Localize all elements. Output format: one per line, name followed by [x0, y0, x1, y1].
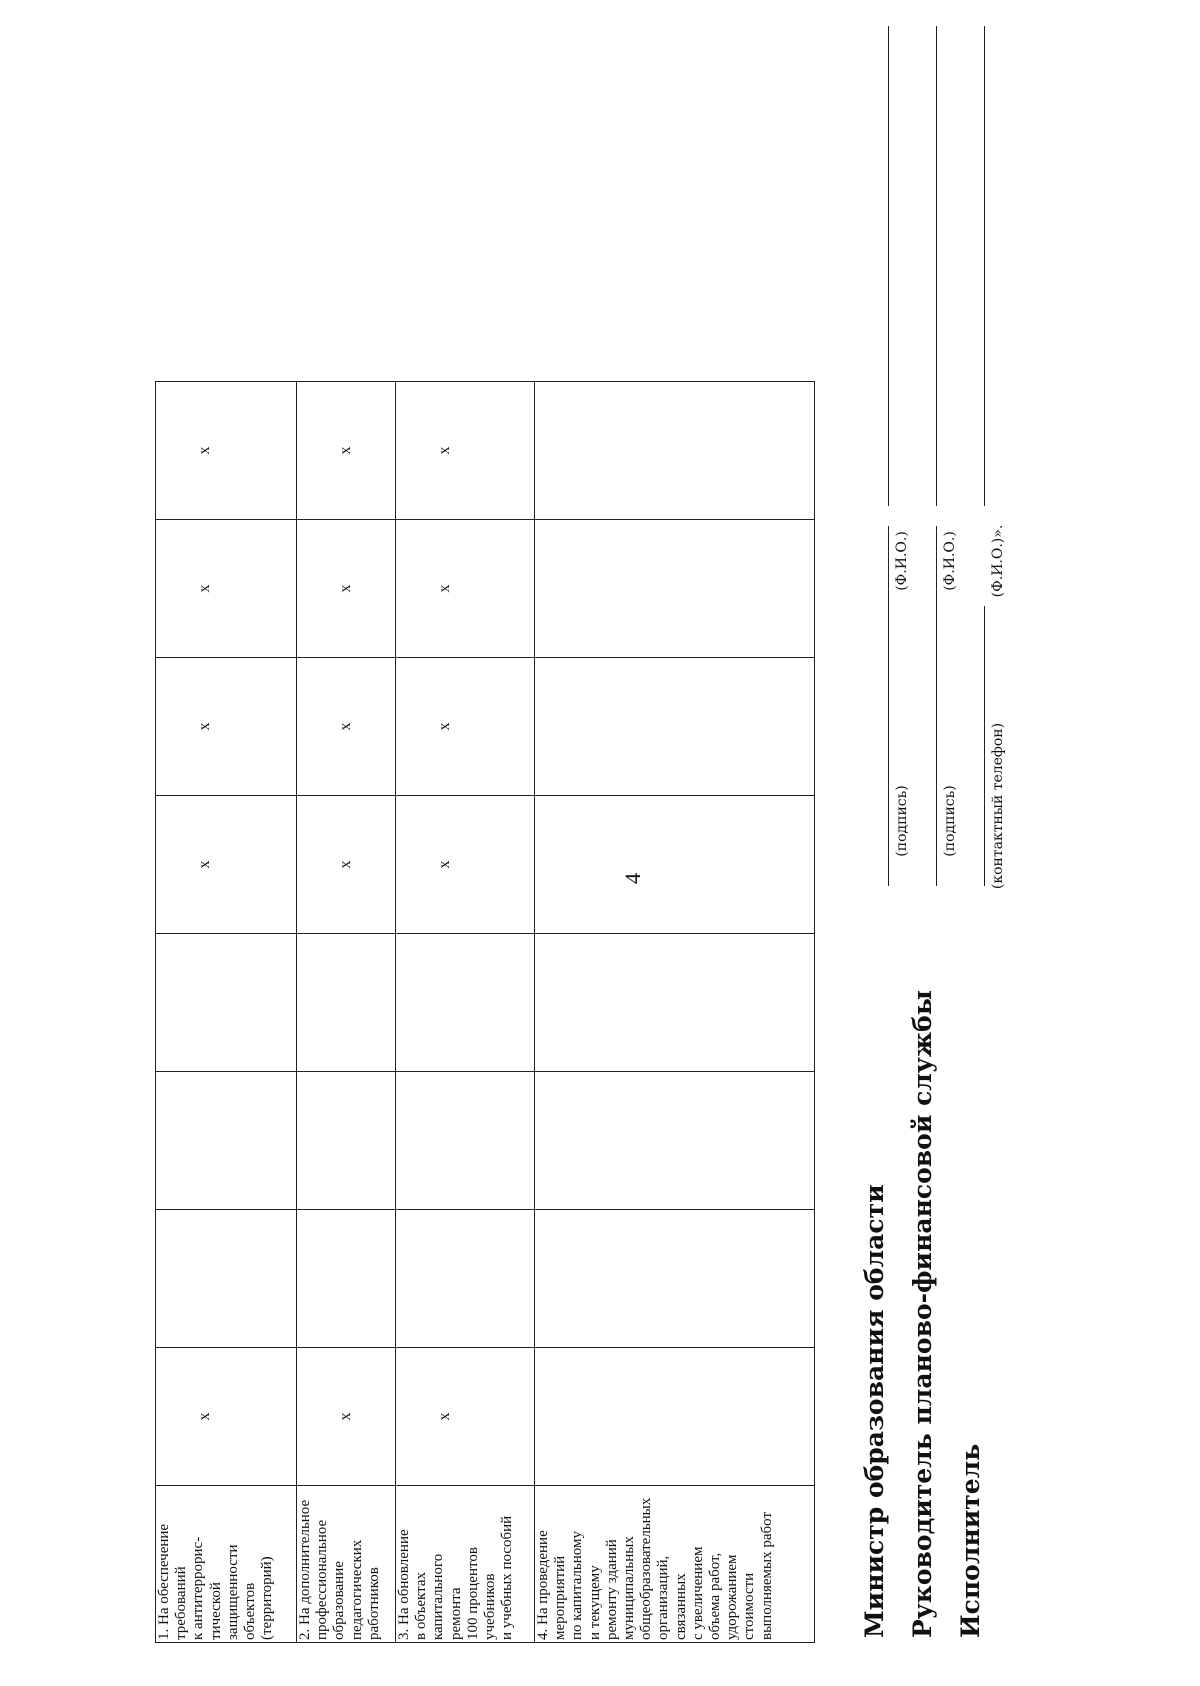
signature-caption: (Ф.И.О.) [942, 531, 958, 591]
table-row [396, 382, 535, 1643]
table-cell: х [396, 382, 535, 520]
table-cell [535, 1210, 815, 1348]
signature-line [936, 26, 937, 506]
signature-caption: (контактный телефон) [990, 722, 1006, 890]
table-cell: х [297, 796, 396, 934]
table-cell [535, 520, 815, 658]
table-row [156, 382, 297, 1643]
table-cell [535, 658, 815, 796]
table-cell: х [156, 520, 297, 658]
signature-line [936, 526, 937, 886]
row-label: 1. На обеспечение требований к антитеррорис- тической защищенности объектов (территорий) [156, 1486, 297, 1643]
table-cell [396, 1210, 535, 1348]
table-cell: х [156, 796, 297, 934]
page-number: 4 [620, 873, 645, 884]
signature-caption: (подпись) [942, 785, 958, 857]
table-cell: х [297, 658, 396, 796]
signature-title: Министр образования области [860, 1184, 889, 1638]
table-cell [156, 1072, 297, 1210]
table-cell: х [156, 382, 297, 520]
signature-caption: (подпись) [894, 785, 910, 857]
signature-caption: (Ф.И.О.) [894, 531, 910, 591]
table-cell: х [396, 520, 535, 658]
signature-line [984, 26, 985, 506]
table-cell: х [297, 1348, 396, 1486]
table-cell [396, 934, 535, 1072]
table-cell: х [297, 382, 396, 520]
table-cell: х [156, 658, 297, 796]
signature-line [888, 26, 889, 506]
table-cell [535, 796, 815, 934]
table-cell [297, 1210, 396, 1348]
table-cell [396, 1072, 535, 1210]
signature-line [984, 606, 985, 886]
table-row [535, 382, 815, 1643]
table-cell: х [297, 520, 396, 658]
table-row [297, 382, 396, 1643]
row-label: 4. На проведение мероприятий по капитальному и текущему ремонту зданий муниципальных общеобразовательных организаций, связанных с увеличением объема работ, удорожанием стоимости выполняемых работ [535, 1486, 815, 1643]
table-cell [535, 934, 815, 1072]
table-cell [156, 934, 297, 1072]
signature-line [888, 526, 889, 886]
row-label: 2. На дополнительное профессиональное образование педагогических работников [297, 1486, 396, 1643]
table-cell: х [156, 1348, 297, 1486]
table-cell: х [396, 658, 535, 796]
row-label: 3. На обновление в объектах капитального ремонта 100 процентов учебников и учебных пособий [396, 1486, 535, 1643]
table-cell: х [396, 1348, 535, 1486]
signature-title: Исполнитель [956, 1443, 985, 1638]
signature-title: Руководитель планово-финансовой службы [908, 990, 937, 1638]
signature-caption: (Ф.И.О.)». [990, 524, 1006, 598]
table-cell [535, 1348, 815, 1486]
table-cell [297, 1072, 396, 1210]
table-cell [297, 934, 396, 1072]
budget-table [155, 381, 815, 1643]
table-cell [535, 382, 815, 520]
table-cell [156, 1210, 297, 1348]
table-cell: х [396, 796, 535, 934]
table-cell [535, 1072, 815, 1210]
